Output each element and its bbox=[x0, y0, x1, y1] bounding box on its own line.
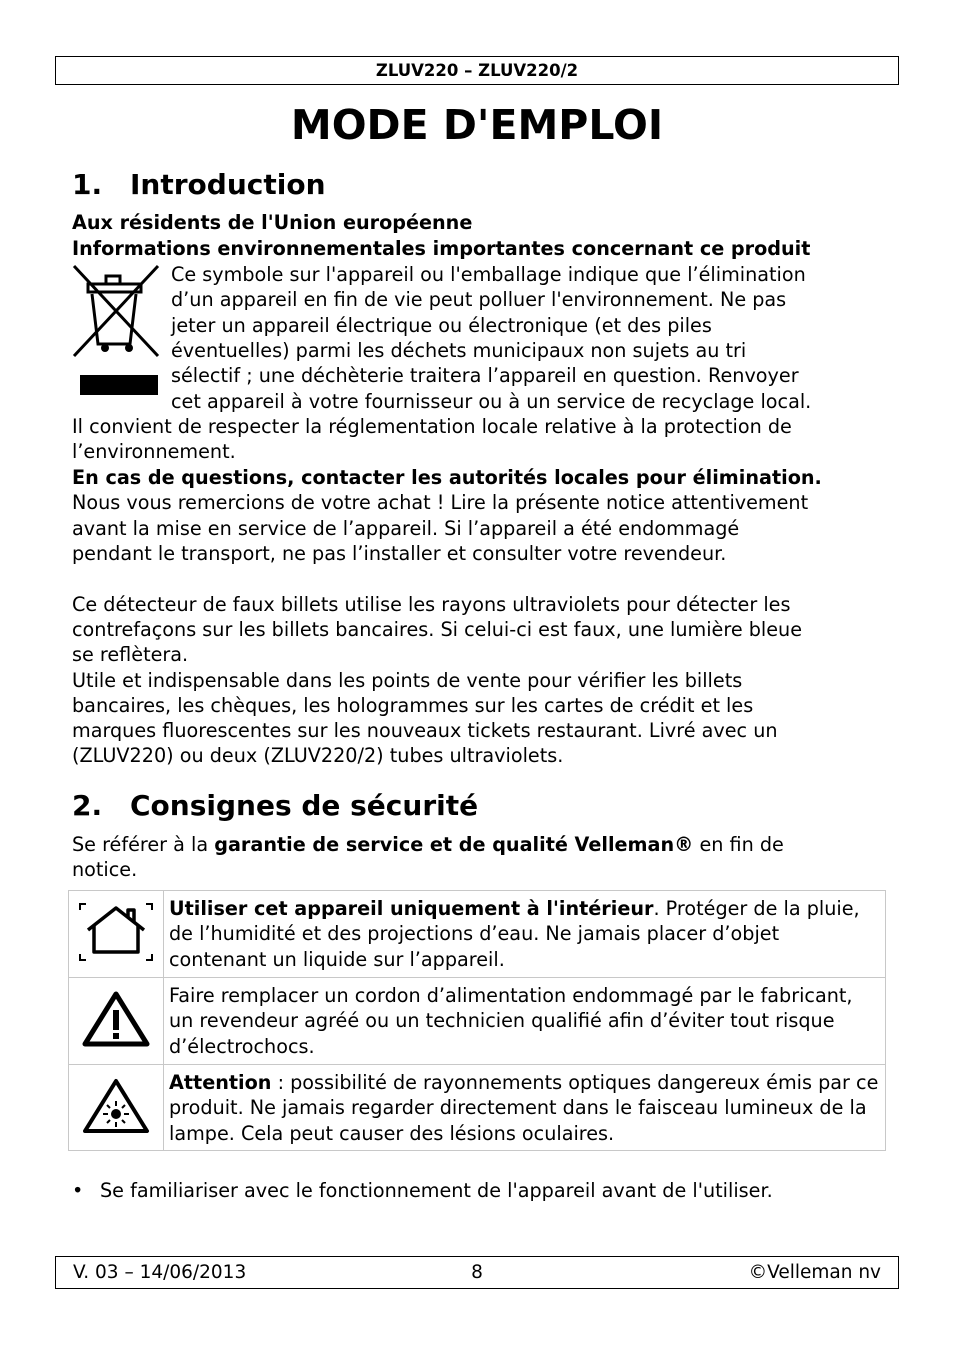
page-title: MODE D'EMPLOI bbox=[290, 101, 664, 149]
warning-triangle-icon bbox=[81, 990, 151, 1048]
footer-page-number: 8 bbox=[471, 1262, 483, 1283]
thanks-line: pendant le transport, ne pas l’installer et consulter votre revendeur. bbox=[72, 542, 727, 565]
eu-residents-heading: Aux résidents de l'Union européenne bbox=[72, 211, 473, 234]
footer-copyright: ©Velleman nv bbox=[748, 1262, 881, 1283]
safety-row-bold: Attention bbox=[169, 1071, 272, 1094]
safety-icon-cell bbox=[69, 978, 164, 1065]
safety-text-cell bbox=[164, 978, 886, 1065]
env-info-heading: Informations environnementales importantes concernant ce produit bbox=[72, 237, 811, 260]
footer bbox=[55, 1256, 899, 1289]
detector-line: marques fluorescentes sur les nouveaux tickets restaurant. Livré avec un bbox=[72, 719, 778, 742]
section-2-number: 2. bbox=[72, 789, 103, 822]
weee-crossed-bin-icon bbox=[72, 264, 162, 399]
safety-icon-cell bbox=[69, 891, 164, 978]
weee-line: d’un appareil en fin de vie peut polluer l'environnement. Ne pas bbox=[171, 288, 787, 311]
section-1-heading bbox=[72, 168, 326, 202]
detector-line: (ZLUV220) ou deux (ZLUV220/2) tubes ultraviolets. bbox=[72, 744, 564, 767]
safety-row-text: : possibilité de rayonnements optiques dangereux émis par ce produit. Ne jamais regarder directement dans le faisceau lumineux de la lampe. Cela peut causer des lésions oculaires. bbox=[169, 1071, 879, 1145]
safety-text-cell bbox=[164, 891, 886, 978]
optical-radiation-icon bbox=[81, 1077, 151, 1135]
detector-line: bancaires, les chèques, les hologrammes sur les cartes de crédit et les bbox=[72, 694, 754, 717]
weee-line: Ce symbole sur l'appareil ou l'emballage indique que l’élimination bbox=[171, 263, 806, 286]
detector-line: se reflètera. bbox=[72, 643, 189, 666]
section-2-heading bbox=[72, 789, 478, 823]
safety-intro-pre: Se référer à la bbox=[72, 833, 215, 856]
table-row bbox=[69, 1065, 886, 1151]
safety-table bbox=[68, 890, 886, 1151]
regulation-line: l’environnement. bbox=[72, 440, 236, 463]
safety-intro-line2: notice. bbox=[72, 858, 138, 881]
detector-line: Utile et indispensable dans les points de vente pour vérifier les billets bbox=[72, 669, 743, 692]
bullet-item bbox=[72, 1178, 773, 1203]
questions-notice: En cas de questions, contacter les autorités locales pour élimination. bbox=[72, 466, 822, 489]
weee-line: éventuelles) parmi les déchets municipaux non sujets au tri bbox=[171, 339, 747, 362]
safety-text-cell bbox=[164, 1065, 886, 1151]
regulation-line: Il convient de respecter la réglementation locale relative à la protection de bbox=[72, 415, 792, 438]
thanks-line: Nous vous remercions de votre achat ! Lire la présente notice attentivement bbox=[72, 491, 809, 514]
table-row bbox=[69, 978, 886, 1065]
safety-intro bbox=[72, 832, 784, 857]
detector-line: Ce détecteur de faux billets utilise les rayons ultraviolets pour détecter les bbox=[72, 593, 791, 616]
safety-intro-post: en fin de bbox=[693, 833, 784, 856]
safety-row-text: Faire remplacer un cordon d’alimentation endommagé par le fabricant, un revendeur agréé ou un technicien qualifié afin d’éviter tout risque d’électrochocs. bbox=[169, 984, 853, 1058]
bullet-text: Se familiariser avec le fonctionnement de l'appareil avant de l'utiliser. bbox=[100, 1179, 773, 1203]
header-model: ZLUV220 – ZLUV220/2 bbox=[55, 56, 899, 85]
safety-icon-cell bbox=[69, 1065, 164, 1151]
safety-row-text: . Protéger de la pluie, de l’humidité et des projections d’eau. Ne jamais placer d’objet contenant un liquide sur l’appareil. bbox=[169, 897, 860, 971]
safety-intro-warranty: garantie de service et de qualité Velleman® bbox=[214, 833, 694, 856]
section-2-title: Consignes de sécurité bbox=[130, 789, 479, 822]
bullet-icon: • bbox=[72, 1179, 84, 1203]
indoor-house-icon bbox=[76, 900, 156, 964]
section-1-title: Introduction bbox=[130, 168, 326, 201]
detector-line: contrefaçons sur les billets bancaires. Si celui-ci est faux, une lumière bleue bbox=[72, 618, 803, 641]
section-1-number: 1. bbox=[72, 168, 103, 201]
footer-version: V. 03 – 14/06/2013 bbox=[73, 1262, 247, 1283]
weee-line: sélectif ; une déchèterie traitera l’appareil en question. Renvoyer bbox=[171, 364, 799, 387]
weee-line: cet appareil à votre fournisseur ou à un service de recyclage local. bbox=[171, 390, 812, 413]
thanks-line: avant la mise en service de l’appareil. Si l’appareil a été endommagé bbox=[72, 517, 740, 540]
table-row bbox=[69, 891, 886, 978]
weee-line: jeter un appareil électrique ou électronique (et des piles bbox=[171, 314, 712, 337]
safety-row-bold: Utiliser cet appareil uniquement à l'intérieur bbox=[169, 897, 654, 920]
